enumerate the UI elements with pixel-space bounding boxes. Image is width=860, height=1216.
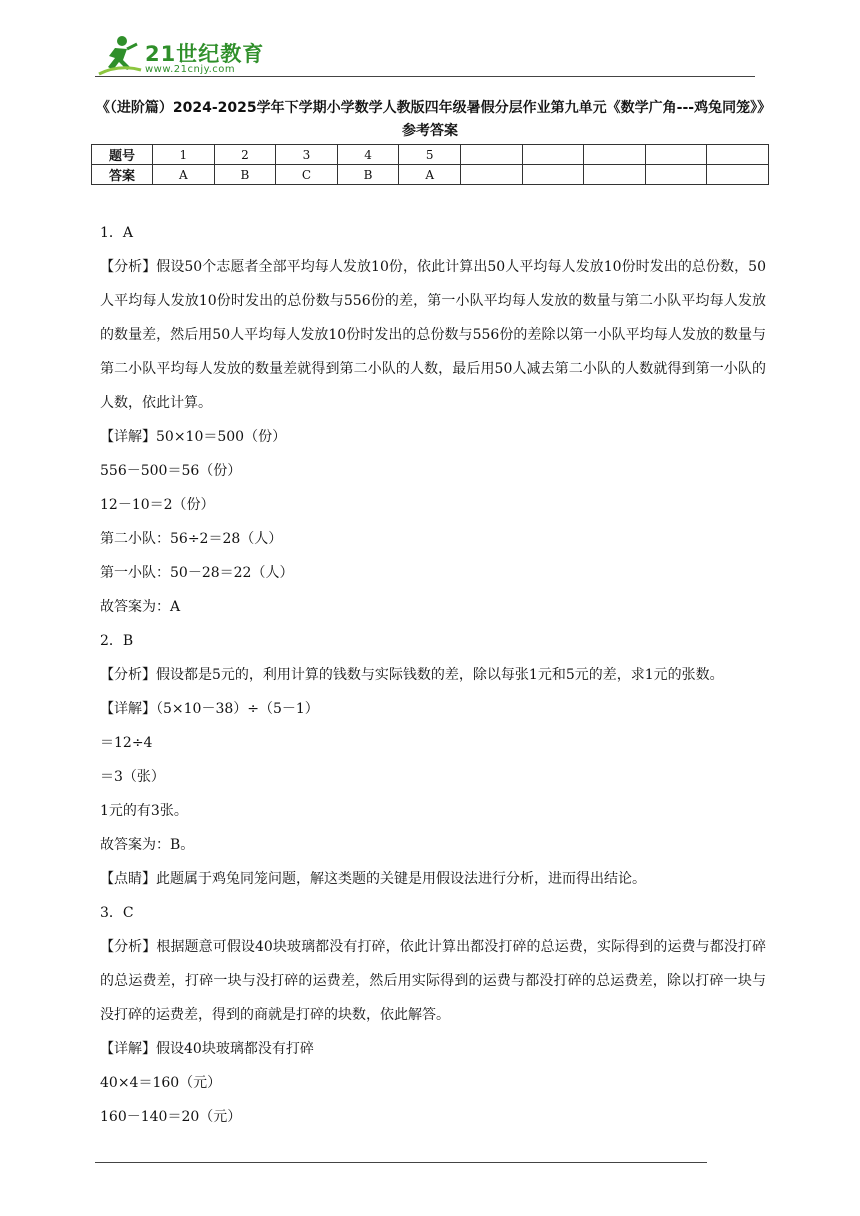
logo-url-text: www.21cnjy.com <box>145 64 236 75</box>
table-cell: A <box>399 165 461 185</box>
table-cell <box>584 165 646 185</box>
table-cell <box>460 145 522 165</box>
row-header-answer: 答案 <box>92 165 153 185</box>
question-2-step: ＝3（张） <box>100 769 165 785</box>
question-2-detail: 【详解】（5×10－38）÷（5－1） <box>100 701 319 717</box>
question-2-conclusion: 故答案为：B。 <box>100 837 195 853</box>
question-1-step: 第一小队：50－28＝22（人） <box>100 565 294 581</box>
question-3-detail: 【详解】假设40块玻璃都没有打碎 <box>100 1041 314 1057</box>
site-logo <box>95 34 265 78</box>
table-cell: B <box>214 165 276 185</box>
table-cell <box>707 165 769 185</box>
table-cell <box>645 165 707 185</box>
table-cell <box>707 145 769 165</box>
page-title: 《（进阶篇）2024-2025学年下学期小学数学人教版四年级暑假分层作业第九单元《数学广角---鸡兔同笼》》参考答案 <box>95 100 765 139</box>
table-cell: B <box>337 165 399 185</box>
question-1-step: 第二小队：56÷2＝28（人） <box>100 531 283 547</box>
table-row <box>92 165 769 185</box>
answer-table <box>91 144 769 185</box>
footer-divider <box>95 1162 707 1163</box>
table-cell: A <box>153 165 215 185</box>
question-2-step: 1元的有3张。 <box>100 803 188 819</box>
table-cell: 4 <box>337 145 399 165</box>
question-1-detail: 【详解】50×10＝500（份） <box>100 429 287 445</box>
question-3-step: 40×4＝160（元） <box>100 1075 222 1091</box>
question-2-comment: 【点睛】此题属于鸡兔同笼问题，解这类题的关键是用假设法进行分析，进而得出结论。 <box>100 871 646 887</box>
table-cell <box>460 165 522 185</box>
logo-brand-text: 21世纪教育 <box>145 42 265 66</box>
question-1-conclusion: 故答案为：A <box>100 599 181 615</box>
question-1-analysis: 【分析】假设50个志愿者全部平均每人发放10份，依此计算出50人平均每人发放10份时发出的总份数，50人平均每人发放10份时发出的总份数与556份的差，第一小队平均每人发放的数量与第二小队平均每人发放的数量差，然后用50人平均每人发放10份时发出的总份数与556份的差除以第一小队平均每人发放的数量与第二小队平均每人发放的数量差就得到第二小队的人数，最后用50人减去第二小队的人数就得到第一小队的人数，依此计算。 <box>100 259 766 411</box>
question-3-heading: 3．C <box>100 905 134 921</box>
table-cell <box>584 145 646 165</box>
table-cell: C <box>276 165 338 185</box>
table-cell <box>522 145 584 165</box>
table-row <box>92 145 769 165</box>
table-cell: 2 <box>214 145 276 165</box>
runner-logo-icon <box>95 34 143 78</box>
question-1-step: 12－10＝2（份） <box>100 497 215 513</box>
table-cell <box>522 165 584 185</box>
solution-content <box>100 216 766 1134</box>
header-divider <box>95 76 755 77</box>
question-3-step: 160－140＝20（元） <box>100 1109 242 1125</box>
question-2-analysis: 【分析】假设都是5元的，利用计算的钱数与实际钱数的差，除以每张1元和5元的差，求1元的张数。 <box>100 667 724 683</box>
question-1-heading: 1．A <box>100 225 134 241</box>
row-header-number: 题号 <box>92 145 153 165</box>
question-2-step: ＝12÷4 <box>100 735 153 751</box>
table-cell: 1 <box>153 145 215 165</box>
table-cell: 3 <box>276 145 338 165</box>
table-cell <box>645 145 707 165</box>
question-2-heading: 2．B <box>100 633 134 649</box>
table-cell: 5 <box>399 145 461 165</box>
question-3-analysis: 【分析】根据题意可假设40块玻璃都没有打碎，依此计算出都没打碎的总运费，实际得到的运费与都没打碎的总运费差，打碎一块与没打碎的运费差，然后用实际得到的运费与都没打碎的总运费差，除以打碎一块与没打碎的运费差，得到的商就是打碎的块数，依此解答。 <box>100 939 766 1023</box>
question-1-step: 556－500＝56（份） <box>100 463 242 479</box>
